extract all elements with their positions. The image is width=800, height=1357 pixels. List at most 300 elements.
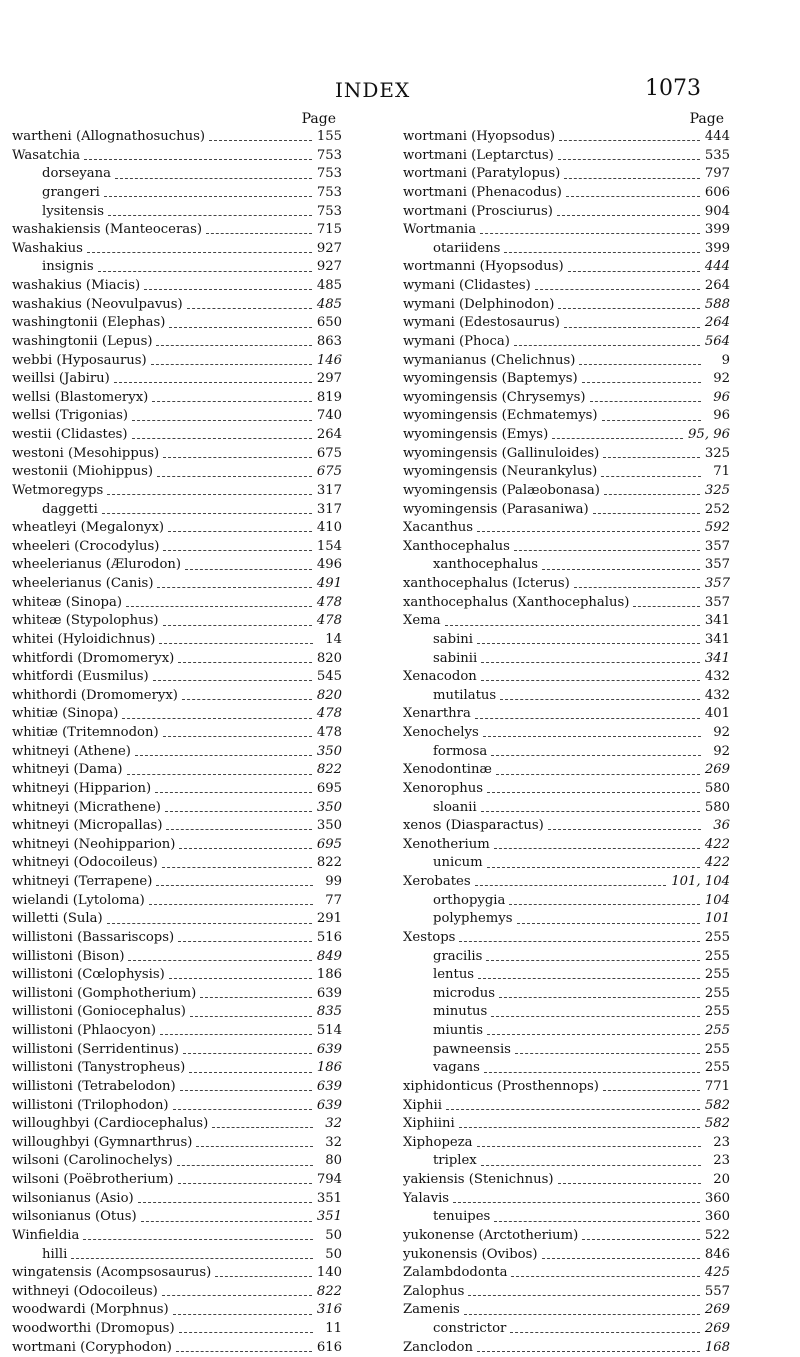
dotted-leader bbox=[582, 381, 701, 383]
index-page-ref: 822 bbox=[316, 855, 342, 871]
index-term: yakiensis (Stenichnus) bbox=[403, 1172, 554, 1187]
index-page-ref: 32 bbox=[325, 1116, 342, 1132]
index-term: wymani (Edestosaurus) bbox=[403, 315, 560, 331]
index-page-ref: 771 bbox=[704, 1078, 730, 1094]
dotted-leader bbox=[475, 717, 700, 719]
index-term: xanthocephalus bbox=[433, 557, 538, 573]
index-term: wingatensis (Acompsosaurus) bbox=[12, 1265, 212, 1281]
index-entry bbox=[403, 1320, 730, 1339]
index-entry bbox=[403, 1041, 730, 1060]
index-entry bbox=[403, 352, 730, 371]
index-entry bbox=[12, 1190, 342, 1209]
dotted-leader bbox=[169, 977, 312, 979]
index-page-ref: 675 bbox=[316, 445, 342, 461]
index-page-ref: 264 bbox=[704, 315, 730, 331]
index-term: westii (Clidastes) bbox=[12, 427, 128, 442]
dotted-leader bbox=[481, 679, 700, 681]
index-term: willistoni (Bison) bbox=[12, 948, 125, 964]
index-page-ref: 350 bbox=[316, 743, 342, 759]
dotted-leader bbox=[500, 698, 700, 700]
index-entry bbox=[12, 612, 342, 631]
index-entry bbox=[12, 314, 342, 333]
index-entry bbox=[12, 147, 342, 166]
index-page-ref: 357 bbox=[704, 594, 730, 610]
index-entry bbox=[403, 631, 730, 650]
dotted-leader bbox=[138, 1201, 312, 1203]
dotted-leader bbox=[464, 1313, 700, 1315]
index-entry bbox=[403, 463, 730, 482]
index-page-ref: 491 bbox=[316, 576, 342, 591]
index-entry bbox=[12, 538, 342, 557]
index-entry bbox=[403, 240, 730, 259]
dotted-leader bbox=[453, 1201, 700, 1203]
index-entry bbox=[403, 948, 730, 967]
index-term: whitiæ (Tritemnodon) bbox=[12, 725, 159, 740]
dotted-leader bbox=[163, 456, 312, 458]
index-entry bbox=[12, 817, 342, 836]
page-title: INDEX bbox=[335, 78, 411, 102]
dotted-leader bbox=[446, 1108, 700, 1110]
index-page-ref: 186 bbox=[316, 1060, 342, 1076]
dotted-leader bbox=[200, 996, 311, 998]
index-page-ref: 9 bbox=[721, 352, 730, 368]
index-entry bbox=[12, 1078, 342, 1097]
index-page-ref: 927 bbox=[316, 259, 342, 275]
dotted-leader bbox=[484, 1071, 700, 1073]
dotted-leader bbox=[160, 1033, 312, 1035]
index-entry bbox=[403, 836, 730, 855]
dotted-leader bbox=[548, 828, 701, 830]
dotted-leader bbox=[487, 866, 700, 868]
dotted-leader bbox=[603, 1089, 700, 1091]
index-page-ref: 351 bbox=[316, 1209, 342, 1225]
index-entry bbox=[12, 1171, 342, 1190]
index-term: willistoni (Serridentinus) bbox=[12, 1041, 180, 1057]
index-page-ref: 255 bbox=[704, 967, 730, 983]
index-entry bbox=[12, 370, 342, 389]
index-entry bbox=[12, 128, 342, 147]
index-term: willistoni (Phlaocyon) bbox=[12, 1023, 157, 1038]
dotted-leader bbox=[169, 326, 311, 328]
index-page-ref: 753 bbox=[316, 203, 342, 219]
index-page-ref: 341 bbox=[704, 650, 730, 666]
index-page-ref: 155 bbox=[316, 129, 342, 144]
dotted-leader bbox=[71, 1257, 313, 1259]
dotted-leader bbox=[163, 624, 312, 626]
index-term: sabinii bbox=[433, 650, 478, 666]
index-page-ref: 92 bbox=[713, 725, 730, 740]
index-entry bbox=[12, 985, 342, 1004]
index-entry bbox=[12, 854, 342, 873]
dotted-leader bbox=[557, 214, 700, 216]
dotted-leader bbox=[163, 549, 311, 551]
index-term: sabini bbox=[433, 631, 474, 647]
dotted-leader bbox=[157, 586, 311, 588]
index-term: wyomingensis (Parasaniwa) bbox=[403, 501, 589, 517]
index-term: Wortmania bbox=[403, 222, 477, 238]
dotted-leader bbox=[128, 959, 311, 961]
index-page-ref: 485 bbox=[316, 278, 342, 293]
index-term: Xiphii bbox=[403, 1097, 442, 1113]
index-page-ref: 650 bbox=[316, 315, 342, 331]
dotted-leader bbox=[189, 1071, 312, 1073]
index-entry bbox=[403, 650, 730, 669]
dotted-leader bbox=[206, 232, 312, 234]
index-term: wyomingensis (Baptemys) bbox=[403, 371, 578, 387]
index-term: wilsoni (Carolinochelys) bbox=[12, 1153, 173, 1169]
index-page-ref: 822 bbox=[316, 762, 342, 778]
index-entry bbox=[403, 817, 730, 836]
dotted-leader bbox=[179, 847, 311, 849]
index-entry bbox=[12, 892, 342, 911]
index-entry bbox=[12, 463, 342, 482]
index-term: wortmani (Prosciurus) bbox=[403, 203, 553, 219]
dotted-leader bbox=[190, 1015, 312, 1017]
index-term: westoni (Mesohippus) bbox=[12, 445, 160, 461]
index-term: dorseyana bbox=[42, 166, 111, 182]
index-term: Xestops bbox=[403, 929, 456, 945]
index-entry bbox=[12, 668, 342, 687]
dotted-leader bbox=[480, 232, 700, 234]
index-entry bbox=[12, 743, 342, 762]
index-page-ref: 341 bbox=[704, 631, 730, 647]
index-entry bbox=[403, 1227, 730, 1246]
dotted-leader bbox=[183, 1052, 312, 1054]
index-term: whiteæ (Stypolophus) bbox=[12, 613, 159, 629]
index-entry bbox=[403, 314, 730, 333]
index-page-ref: 753 bbox=[316, 147, 342, 163]
page-header bbox=[0, 78, 800, 108]
index-page-ref: 564 bbox=[704, 333, 730, 349]
index-entry bbox=[12, 1022, 342, 1041]
dotted-leader bbox=[483, 735, 701, 737]
index-term: xiphidonticus (Prosthennops) bbox=[403, 1078, 599, 1094]
dotted-leader bbox=[603, 456, 700, 458]
index-term: xanthocephalus (Icterus) bbox=[403, 576, 570, 591]
index-term: washakius (Neovulpavus) bbox=[12, 296, 183, 312]
index-entry bbox=[403, 594, 730, 613]
index-page-ref: 715 bbox=[316, 222, 342, 238]
index-term: yukonense (Arctotherium) bbox=[403, 1227, 579, 1243]
index-term: wyomingensis (Palæobonasa) bbox=[403, 482, 600, 498]
index-page-ref: 820 bbox=[316, 650, 342, 666]
index-entry bbox=[403, 258, 730, 277]
index-entry bbox=[12, 501, 342, 520]
index-page-ref: 410 bbox=[316, 520, 342, 536]
index-page-ref: 316 bbox=[316, 1302, 342, 1318]
index-term: wheelerianus (Ælurodon) bbox=[12, 557, 182, 573]
index-entry bbox=[12, 482, 342, 501]
index-entry bbox=[12, 277, 342, 296]
index-page-ref: 545 bbox=[316, 669, 342, 685]
dotted-leader bbox=[173, 1313, 312, 1315]
index-entry bbox=[403, 501, 730, 520]
index-page-ref: 535 bbox=[704, 147, 730, 163]
index-term: mutilatus bbox=[433, 687, 497, 703]
index-term: whithordi (Dromomeryx) bbox=[12, 687, 178, 703]
index-page-ref: 14 bbox=[325, 631, 342, 647]
index-page-ref: 317 bbox=[316, 501, 342, 517]
index-term: washakiensis (Manteoceras) bbox=[12, 222, 203, 238]
index-term: wortmani (Paratylopus) bbox=[403, 166, 561, 182]
index-term: Xenotherium bbox=[403, 836, 490, 852]
index-page-ref: 432 bbox=[704, 687, 730, 703]
index-entry bbox=[12, 1264, 342, 1283]
index-term: sloanii bbox=[433, 799, 477, 815]
index-entry bbox=[12, 333, 342, 352]
index-term: tenuipes bbox=[433, 1209, 491, 1225]
index-entry bbox=[403, 1078, 730, 1097]
dotted-leader bbox=[459, 940, 699, 942]
index-page-ref: 264 bbox=[316, 427, 342, 442]
index-entry bbox=[403, 1003, 730, 1022]
dotted-leader bbox=[593, 512, 700, 514]
index-entry bbox=[403, 966, 730, 985]
dotted-leader bbox=[178, 940, 312, 942]
index-term: wortmani (Hyopsodus) bbox=[403, 129, 556, 144]
index-entry bbox=[403, 221, 730, 240]
index-term: Xiphiini bbox=[403, 1116, 455, 1132]
dotted-leader bbox=[178, 661, 312, 663]
dotted-leader bbox=[141, 1220, 312, 1222]
index-term: willistoni (Gomphotherium) bbox=[12, 985, 197, 1001]
dotted-leader bbox=[157, 475, 312, 477]
index-page-ref: 819 bbox=[316, 389, 342, 405]
index-entry bbox=[403, 1022, 730, 1041]
index-term: wilsoni (Poëbrotherium) bbox=[12, 1172, 174, 1187]
index-entry bbox=[403, 687, 730, 706]
index-term: whitfordi (Dromomeryx) bbox=[12, 650, 175, 666]
dotted-leader bbox=[187, 307, 312, 309]
index-entry bbox=[12, 966, 342, 985]
index-term: wortmani (Phenacodus) bbox=[403, 184, 562, 200]
index-page-ref: 92 bbox=[713, 371, 730, 387]
index-term: wilsonianus (Asio) bbox=[12, 1190, 134, 1206]
index-page-ref: 255 bbox=[704, 1004, 730, 1020]
dotted-leader bbox=[477, 642, 700, 644]
dotted-leader bbox=[504, 251, 699, 253]
dotted-leader bbox=[176, 1350, 312, 1352]
dotted-leader bbox=[494, 1220, 700, 1222]
index-page-ref: 797 bbox=[704, 166, 730, 182]
index-term: wheatleyi (Megalonyx) bbox=[12, 520, 165, 536]
index-page-ref: 71 bbox=[713, 464, 730, 480]
index-page-ref: 849 bbox=[316, 948, 342, 964]
dotted-leader bbox=[517, 922, 700, 924]
index-term: Xerobates bbox=[403, 874, 471, 889]
index-entry bbox=[12, 258, 342, 277]
index-entry bbox=[12, 873, 342, 892]
index-term: Winfieldia bbox=[12, 1227, 80, 1243]
page-number: 1073 bbox=[645, 76, 701, 101]
index-entry bbox=[12, 631, 342, 650]
dotted-leader bbox=[114, 381, 312, 383]
index-entry bbox=[403, 1059, 730, 1078]
dotted-leader bbox=[152, 400, 312, 402]
index-page-ref: 639 bbox=[316, 985, 342, 1001]
dotted-leader bbox=[542, 568, 700, 570]
index-term: weillsi (Jabiru) bbox=[12, 371, 110, 387]
index-page-ref: 478 bbox=[316, 725, 342, 740]
dotted-leader bbox=[156, 884, 313, 886]
index-page-ref: 580 bbox=[704, 780, 730, 796]
index-entry bbox=[12, 780, 342, 799]
index-term: willoughbyi (Gymnarthrus) bbox=[12, 1134, 193, 1150]
index-entry bbox=[12, 184, 342, 203]
dotted-leader bbox=[511, 1275, 699, 1277]
dotted-leader bbox=[135, 754, 312, 756]
dotted-leader bbox=[83, 1238, 313, 1240]
index-term: Yalavis bbox=[403, 1190, 450, 1206]
dotted-leader bbox=[564, 177, 700, 179]
dotted-leader bbox=[486, 959, 699, 961]
dotted-leader bbox=[566, 195, 700, 197]
index-page-ref: 350 bbox=[316, 799, 342, 815]
dotted-leader bbox=[558, 158, 700, 160]
dotted-leader bbox=[156, 344, 311, 346]
dotted-leader bbox=[552, 437, 683, 439]
index-entry bbox=[403, 407, 730, 426]
index-entry bbox=[403, 705, 730, 724]
index-term: wortmani (Leptarctus) bbox=[403, 147, 554, 163]
index-page-ref: 146 bbox=[316, 352, 342, 368]
dotted-leader bbox=[151, 363, 312, 365]
dotted-leader bbox=[579, 363, 701, 365]
index-term: Zamenis bbox=[403, 1302, 460, 1318]
index-page-ref: 863 bbox=[316, 333, 342, 349]
dotted-leader bbox=[159, 642, 313, 644]
index-term: polyphemys bbox=[433, 911, 513, 927]
index-entry bbox=[403, 1171, 730, 1190]
index-term: willistoni (Cœlophysis) bbox=[12, 967, 165, 983]
index-page-ref: 496 bbox=[316, 557, 342, 573]
dotted-leader bbox=[104, 195, 312, 197]
index-page-ref: 582 bbox=[704, 1116, 730, 1132]
index-entry bbox=[403, 1208, 730, 1227]
index-entry bbox=[12, 575, 342, 594]
dotted-leader bbox=[602, 419, 701, 421]
dotted-leader bbox=[179, 1331, 313, 1333]
index-entry bbox=[403, 1115, 730, 1134]
dotted-leader bbox=[445, 624, 700, 626]
index-term: wielandi (Lytoloma) bbox=[12, 892, 145, 908]
index-column-right bbox=[403, 110, 730, 1357]
index-term: wyomingensis (Echmatemys) bbox=[403, 408, 598, 424]
index-page-ref: 557 bbox=[704, 1283, 730, 1299]
index-page-ref: 23 bbox=[713, 1134, 730, 1150]
index-term: wyomingensis (Emys) bbox=[403, 427, 549, 442]
index-entry bbox=[12, 352, 342, 371]
index-entry bbox=[12, 1097, 342, 1116]
index-term: constrictor bbox=[433, 1321, 507, 1336]
index-column-left bbox=[12, 110, 342, 1357]
index-entry bbox=[12, 1246, 342, 1265]
index-entry bbox=[403, 1246, 730, 1265]
index-page-ref: 255 bbox=[704, 985, 730, 1001]
index-entry bbox=[403, 538, 730, 557]
dotted-leader bbox=[459, 1126, 700, 1128]
index-entry bbox=[403, 892, 730, 911]
index-page-ref: 522 bbox=[704, 1227, 730, 1243]
index-entry bbox=[12, 799, 342, 818]
index-term: grangeri bbox=[42, 184, 100, 200]
index-page-ref: 357 bbox=[704, 538, 730, 554]
index-entry bbox=[12, 389, 342, 408]
dotted-leader bbox=[514, 344, 700, 346]
index-term: whitneyi (Terrapene) bbox=[12, 874, 153, 889]
index-page-ref: 264 bbox=[704, 278, 730, 293]
dotted-leader bbox=[515, 1052, 700, 1054]
index-term: whitfordi (Eusmilus) bbox=[12, 669, 149, 685]
dotted-leader bbox=[487, 791, 700, 793]
index-page-ref: 140 bbox=[316, 1265, 342, 1281]
index-term: Zanclodon bbox=[403, 1339, 473, 1355]
index-entry-list bbox=[403, 128, 730, 1357]
index-page-ref: 927 bbox=[316, 240, 342, 256]
index-term: willistoni (Tetrabelodon) bbox=[12, 1078, 176, 1094]
index-term: wymani (Clidastes) bbox=[403, 278, 531, 293]
index-entry bbox=[403, 910, 730, 929]
index-page-ref: 432 bbox=[704, 669, 730, 685]
dotted-leader bbox=[212, 1126, 313, 1128]
index-entry bbox=[403, 519, 730, 538]
index-entry bbox=[12, 426, 342, 445]
index-entry bbox=[12, 1134, 342, 1153]
index-page-ref: 350 bbox=[316, 818, 342, 834]
index-entry bbox=[403, 482, 730, 501]
dotted-leader bbox=[601, 475, 701, 477]
dotted-leader bbox=[107, 922, 312, 924]
index-term: gracilis bbox=[433, 948, 483, 964]
index-entry bbox=[403, 277, 730, 296]
index-entry bbox=[12, 221, 342, 240]
dotted-leader bbox=[132, 437, 312, 439]
dotted-leader bbox=[126, 605, 312, 607]
index-entry bbox=[403, 1264, 730, 1283]
index-term: willoughbyi (Cardiocephalus) bbox=[12, 1116, 209, 1132]
index-term: daggetti bbox=[42, 501, 98, 517]
index-entry bbox=[12, 1301, 342, 1320]
index-page-ref: 77 bbox=[325, 892, 342, 908]
index-page-ref: 255 bbox=[704, 929, 730, 945]
index-entry bbox=[12, 724, 342, 743]
dotted-leader bbox=[173, 1108, 312, 1110]
index-term: wilsonianus (Otus) bbox=[12, 1209, 137, 1225]
dotted-leader bbox=[468, 1294, 699, 1296]
dotted-leader bbox=[564, 326, 700, 328]
dotted-leader bbox=[209, 139, 312, 141]
index-entry bbox=[12, 203, 342, 222]
index-term: westonii (Miohippus) bbox=[12, 464, 154, 480]
dotted-leader bbox=[149, 903, 313, 905]
dotted-leader bbox=[559, 139, 700, 141]
index-term: wymani (Delphinodon) bbox=[403, 296, 555, 312]
index-page-ref: 357 bbox=[704, 576, 730, 591]
index-page-ref: 269 bbox=[704, 762, 730, 778]
index-entry bbox=[403, 612, 730, 631]
index-page-ref: 582 bbox=[704, 1097, 730, 1113]
dotted-leader bbox=[122, 717, 311, 719]
index-page-ref: 297 bbox=[316, 371, 342, 387]
index-entry bbox=[403, 724, 730, 743]
index-page-ref: 101 bbox=[704, 911, 730, 927]
index-page-ref: 639 bbox=[316, 1078, 342, 1094]
index-term: formosa bbox=[433, 743, 488, 759]
index-page-ref: 92 bbox=[713, 743, 730, 759]
index-term: wymanianus (Chelichnus) bbox=[403, 352, 576, 368]
dotted-leader bbox=[558, 1182, 701, 1184]
index-page-ref: 422 bbox=[704, 836, 730, 852]
